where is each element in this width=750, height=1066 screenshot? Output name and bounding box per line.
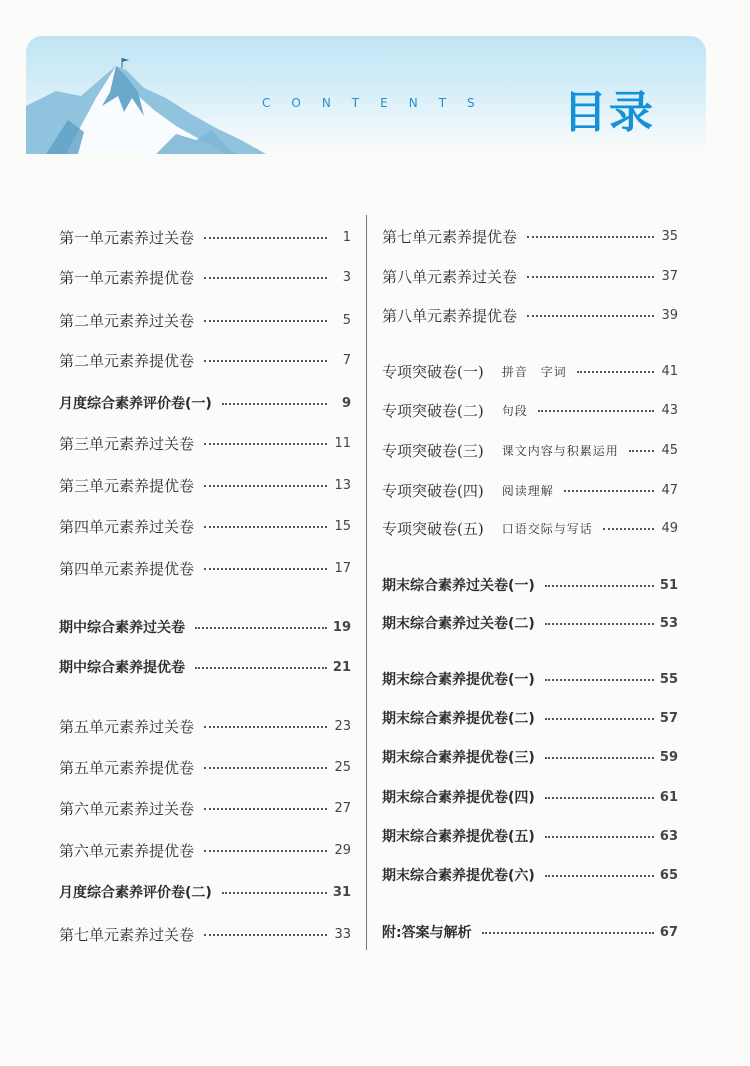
dot-leader [482, 932, 654, 934]
toc-entry[interactable] [59, 556, 351, 580]
toc-entry[interactable] [59, 514, 351, 538]
dot-leader [204, 485, 327, 487]
toc-entry-title: 期末综合素养过关卷(二) [382, 616, 535, 632]
toc-entry-subtitle: 句段 [501, 403, 528, 418]
toc-entry-title: 第四单元素养提优卷 [59, 559, 195, 578]
toc-entry-subtitle: 口语交际与写话 [501, 521, 593, 536]
toc-entry[interactable] [382, 224, 678, 248]
mountain-illustration [26, 36, 286, 154]
toc-entry-page: 23 [334, 718, 351, 734]
toc-entry[interactable] [59, 348, 351, 372]
column-divider [366, 215, 367, 950]
toc-entry[interactable] [59, 755, 351, 779]
toc-entry[interactable] [59, 265, 351, 289]
toc-entry[interactable] [59, 880, 351, 904]
toc-entry-page: 7 [342, 352, 351, 368]
toc-entry[interactable] [382, 611, 678, 635]
dot-leader [204, 320, 327, 322]
toc-entry[interactable] [59, 922, 351, 946]
dot-leader [545, 623, 654, 625]
toc-entry-title: 专项突破卷(三) [382, 441, 484, 460]
toc-entry-title: 第二单元素养过关卷 [59, 311, 195, 330]
toc-entry-page: 17 [334, 560, 351, 576]
toc-entry[interactable] [59, 796, 351, 820]
dot-leader [204, 767, 327, 769]
toc-entry-page: 9 [341, 395, 351, 411]
toc-entry-page: 67 [659, 924, 678, 940]
toc-entry-page: 15 [334, 518, 351, 534]
toc-entry-title: 期末综合素养提优卷(五) [382, 829, 535, 845]
toc-entry-page: 61 [659, 789, 678, 805]
dot-leader [527, 276, 654, 278]
toc-entry-page: 29 [334, 842, 351, 858]
toc-entry[interactable] [59, 838, 351, 862]
toc-entry-page: 1 [342, 229, 351, 245]
toc-entry-page: 25 [334, 759, 351, 775]
dot-leader [538, 410, 654, 412]
dot-leader [603, 528, 654, 530]
toc-entry[interactable] [59, 391, 351, 415]
toc-entry-page: 3 [342, 269, 351, 285]
toc-entry[interactable] [382, 303, 678, 327]
toc-entry[interactable] [382, 359, 678, 383]
toc-entry-title: 第一单元素养提优卷 [59, 268, 195, 287]
toc-entry-title: 第三单元素养提优卷 [59, 476, 195, 495]
toc-entry[interactable] [382, 920, 678, 944]
toc-entry-title: 第六单元素养提优卷 [59, 841, 195, 860]
toc-entry[interactable] [382, 785, 678, 809]
toc-entry[interactable] [59, 473, 351, 497]
toc-entry-page: 51 [659, 577, 678, 593]
dot-leader [204, 726, 327, 728]
toc-entry[interactable] [382, 706, 678, 730]
toc-entry-title: 第五单元素养过关卷 [59, 717, 195, 736]
dot-leader [527, 315, 654, 317]
toc-entry-title: 期中综合素养过关卷 [59, 620, 185, 636]
toc-entry-title: 第三单元素养过关卷 [59, 434, 195, 453]
toc-entry-subtitle: 拼音 字词 [501, 364, 567, 379]
toc-entry-page: 13 [334, 477, 351, 493]
dot-leader [564, 490, 654, 492]
toc-entry-title: 期末综合素养提优卷(四) [382, 790, 535, 806]
toc-entry-title: 期末综合素养提优卷(二) [382, 711, 535, 727]
dot-leader [545, 836, 654, 838]
toc-entry-subtitle: 课文内容与积累运用 [501, 443, 619, 458]
toc-entry-page: 21 [332, 659, 351, 675]
toc-entry-title: 第六单元素养过关卷 [59, 799, 195, 818]
toc-entry-title: 第四单元素养过关卷 [59, 517, 195, 536]
dot-leader [629, 450, 654, 452]
toc-entry[interactable] [382, 745, 678, 769]
toc-entry[interactable] [59, 308, 351, 332]
toc-entry-page: 37 [661, 268, 678, 284]
toc-entry[interactable] [382, 398, 678, 422]
toc-entry[interactable] [382, 863, 678, 887]
toc-entry-title: 附:答案与解析 [382, 925, 472, 941]
toc-entry-title: 第七单元素养提优卷 [382, 227, 518, 246]
dot-leader [204, 237, 327, 239]
toc-entry-page: 53 [659, 615, 678, 631]
toc-entry-page: 65 [659, 867, 678, 883]
dot-leader [545, 757, 654, 759]
toc-entry-page: 33 [334, 926, 351, 942]
toc-entry-title: 第七单元素养过关卷 [59, 925, 195, 944]
toc-entry-page: 57 [659, 710, 678, 726]
dot-leader [222, 403, 327, 405]
dot-leader [204, 850, 327, 852]
toc-entry-title: 第一单元素养过关卷 [59, 228, 195, 247]
toc-entry-title: 期末综合素养提优卷(一) [382, 672, 535, 688]
toc-entry-title: 月度综合素养评价卷(二) [59, 885, 212, 901]
toc-entry-page: 31 [332, 884, 351, 900]
toc-entry-page: 35 [661, 228, 678, 244]
dot-leader [545, 875, 654, 877]
toc-entry-title: 专项突破卷(四) [382, 481, 484, 500]
toc-entry[interactable] [382, 478, 678, 502]
toc-entry-title: 期末综合素养提优卷(三) [382, 750, 535, 766]
toc-entry-title: 期末综合素养过关卷(一) [382, 578, 535, 594]
dot-leader [204, 443, 327, 445]
dot-leader [545, 679, 654, 681]
toc-entry[interactable] [59, 655, 351, 679]
toc-entry-title: 期中综合素养提优卷 [59, 660, 185, 676]
toc-entry-page: 39 [661, 307, 678, 323]
dot-leader [204, 360, 327, 362]
toc-entry[interactable] [382, 516, 678, 540]
toc-entry-title: 专项突破卷(一) [382, 362, 484, 381]
toc-entry[interactable] [382, 438, 678, 462]
toc-entry[interactable] [382, 264, 678, 288]
toc-entry-title: 期末综合素养提优卷(六) [382, 868, 535, 884]
dot-leader [204, 277, 327, 279]
toc-entry[interactable] [382, 824, 678, 848]
toc-entry[interactable] [59, 431, 351, 455]
toc-entry[interactable] [59, 615, 351, 639]
toc-entry-page: 45 [661, 442, 678, 458]
toc-entry-title: 月度综合素养评价卷(一) [59, 396, 212, 412]
dot-leader [577, 371, 654, 373]
toc-entry[interactable] [382, 573, 678, 597]
toc-entry-page: 19 [332, 619, 351, 635]
dot-leader [204, 568, 327, 570]
dot-leader [545, 718, 654, 720]
toc-entry-page: 27 [334, 800, 351, 816]
toc-entry-title: 第八单元素养过关卷 [382, 267, 518, 286]
toc-entry-page: 59 [659, 749, 678, 765]
toc-entry-page: 43 [661, 402, 678, 418]
dot-leader [545, 797, 654, 799]
toc-entry[interactable] [59, 225, 351, 249]
dot-leader [204, 934, 327, 936]
toc-entry[interactable] [382, 667, 678, 691]
toc-entry-page: 63 [659, 828, 678, 844]
toc-entry[interactable] [59, 714, 351, 738]
contents-label: CONTENTS [262, 96, 496, 110]
toc-entry-title: 第二单元素养提优卷 [59, 351, 195, 370]
dot-leader [195, 667, 327, 669]
toc-entry-title: 第五单元素养提优卷 [59, 758, 195, 777]
toc-entry-title: 专项突破卷(二) [382, 401, 484, 420]
toc-entry-page: 11 [334, 435, 351, 451]
page-title: 目录 [563, 87, 655, 138]
dot-leader [222, 892, 327, 894]
toc-entry-page: 55 [659, 671, 678, 687]
dot-leader [527, 236, 654, 238]
toc-entry-title: 第八单元素养提优卷 [382, 306, 518, 325]
toc-entry-subtitle: 阅读理解 [501, 483, 554, 498]
toc-entry-page: 47 [661, 482, 678, 498]
dot-leader [204, 808, 327, 810]
toc-entry-page: 49 [661, 520, 678, 536]
toc-entry-page: 5 [342, 312, 351, 328]
dot-leader [545, 585, 654, 587]
toc-entry-page: 41 [661, 363, 678, 379]
toc-entry-title: 专项突破卷(五) [382, 519, 484, 538]
dot-leader [195, 627, 327, 629]
dot-leader [204, 526, 327, 528]
